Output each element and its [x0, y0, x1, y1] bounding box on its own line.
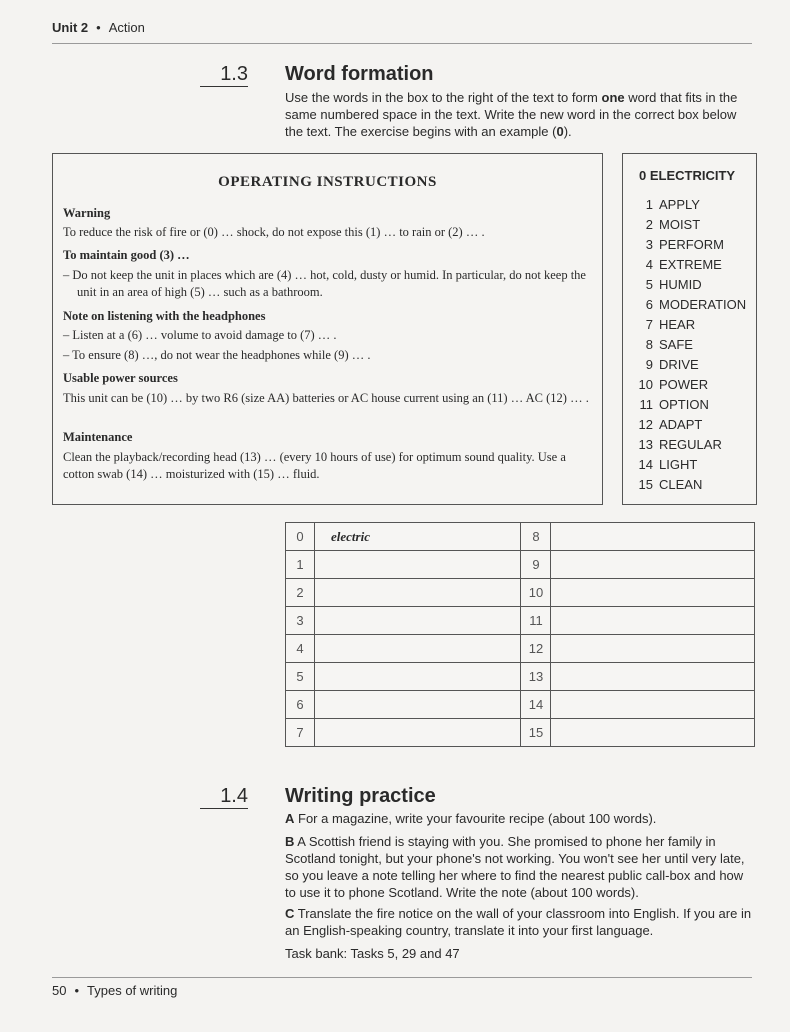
answer-cell[interactable] — [551, 719, 754, 747]
row-number: 12 — [522, 635, 551, 662]
answer-cell[interactable] — [551, 523, 754, 550]
row-number: 3 — [286, 607, 315, 634]
task-text: Translate the fire notice on the wall of your classroom into English. If you are in an English-speaking country, translate it into your first language. — [285, 906, 752, 938]
row-number: 13 — [522, 663, 551, 690]
answer-row — [286, 691, 754, 719]
row-number: 15 — [522, 719, 551, 747]
instr-text-1: Use the words in the box to the right of the text to form — [285, 90, 602, 105]
row-number: 9 — [522, 551, 551, 578]
answer-cell[interactable] — [315, 663, 521, 690]
answer-row — [286, 719, 754, 747]
row-number: 10 — [522, 579, 551, 606]
bullet-maintain: – Do not keep the unit in places which are (4) … hot, cold, dusty or humid. In particular, do not keep the unit in an area of high (5) … such as a bathroom. — [63, 268, 586, 299]
unit-label: Unit 2 — [52, 20, 89, 35]
word-item: 1 APPLY — [645, 197, 700, 212]
heading-maintenance: Maintenance — [63, 430, 133, 444]
row-number: 1 — [286, 551, 315, 578]
answer-row — [286, 551, 754, 579]
answer-cell[interactable] — [551, 579, 754, 606]
heading-warning: Warning — [63, 206, 111, 220]
word-item: 6 MODERATION — [645, 297, 747, 312]
answer-cell[interactable] — [315, 635, 521, 662]
bullet-headphones-1: – Listen at a (6) … volume to avoid damage to (7) … . — [63, 328, 337, 342]
answer-cell[interactable]: electric — [315, 523, 521, 550]
row-number: 7 — [286, 719, 315, 747]
task-label: A — [285, 811, 295, 826]
task-c — [285, 905, 755, 939]
answer-row — [286, 635, 754, 663]
word-item: 10 POWER — [638, 377, 709, 392]
task-a — [285, 810, 755, 827]
word-item: 14 LIGHT — [638, 457, 698, 472]
answer-cell[interactable] — [315, 719, 521, 747]
answer-cell[interactable] — [315, 551, 521, 578]
instr-bold-zero: 0 — [556, 124, 564, 139]
row-number: 14 — [522, 691, 551, 718]
task-text: A Scottish friend is staying with you. She promised to phone her family in Scotland tonight, but your phone's not working. You won't see her until very late, so you leave a note telling her where to find the nearest public call-box and how to use it to phone Scotland. Write the note (about 100 words). — [285, 834, 745, 900]
paragraph-maintenance: Clean the playback/recording head (13) … (every 10 hours of use) for optimum sound quality. Use a cotton swab (14) … moisturized with (15) … fluid. — [63, 450, 566, 481]
answer-row — [286, 579, 754, 607]
instr-text-3: ). — [563, 124, 572, 139]
footer-title: Types of writing — [87, 983, 178, 998]
row-number: 2 — [286, 579, 315, 606]
answer-cell[interactable] — [551, 635, 754, 662]
answer-cell[interactable] — [551, 607, 754, 634]
word-item: 9 DRIVE — [645, 357, 699, 372]
word-item: 12 ADAPT — [638, 417, 703, 432]
running-header — [52, 20, 145, 35]
paragraph-warning: To reduce the risk of fire or (0) … shock, do not expose this (1) … to rain or (2) … . — [63, 225, 485, 239]
row-number: 5 — [286, 663, 315, 690]
heading-power: Usable power sources — [63, 371, 178, 385]
bullet-separator: • — [96, 20, 101, 35]
paragraph-power: This unit can be (10) … by two R6 (size AA) batteries or AC house current using an (11) … AC (12) … . — [63, 391, 589, 405]
row-number: 0 — [286, 523, 315, 550]
section-number-1-3: 1.3 — [220, 63, 248, 85]
section-instructions — [285, 89, 755, 140]
word-item: 15 CLEAN — [638, 477, 703, 492]
word-item: 2 MOIST — [645, 217, 701, 232]
heading-headphones: Note on listening with the headphones — [63, 309, 266, 323]
word-item: 7 HEAR — [645, 317, 696, 332]
footer-rule — [52, 977, 752, 978]
section-number-1-4: 1.4 — [220, 785, 248, 807]
answer-cell[interactable] — [315, 691, 521, 718]
word-list — [623, 195, 758, 495]
section-title-writing-practice: Writing practice — [285, 785, 436, 807]
task-bank: Task bank: Tasks 5, 29 and 47 — [285, 946, 460, 961]
word-box-example: 0 ELECTRICITY — [639, 168, 736, 183]
word-item: 4 EXTREME — [645, 257, 722, 272]
word-item: 8 SAFE — [645, 337, 693, 352]
word-item: 3 PERFORM — [645, 237, 724, 252]
header-rule — [52, 43, 752, 44]
word-item: 5 HUMID — [645, 277, 702, 292]
word-item: 13 REGULAR — [638, 437, 722, 452]
box-title: OPERATING INSTRUCTIONS — [218, 174, 437, 190]
bullet-separator: • — [74, 983, 80, 998]
answer-cell[interactable] — [315, 579, 521, 606]
section-number-underline — [200, 86, 248, 87]
answer-cell[interactable] — [551, 663, 754, 690]
instr-bold-one: one — [601, 90, 625, 105]
row-number: 11 — [522, 607, 551, 634]
bullet-headphones-2: – To ensure (8) …, do not wear the headphones while (9) … . — [63, 348, 371, 362]
task-label: B — [285, 834, 295, 849]
instr-text-2: word that fits in the same numbered space in the text. Write the new word in the correct box below the text. The exercise begins with an example ( — [285, 90, 738, 139]
section-number-underline — [200, 808, 248, 809]
task-label: C — [285, 906, 295, 921]
task-b — [285, 833, 755, 901]
answer-cell[interactable] — [315, 607, 521, 634]
unit-section: Action — [108, 20, 145, 35]
row-number: 4 — [286, 635, 315, 662]
word-box — [622, 153, 757, 505]
row-number: 8 — [522, 523, 551, 550]
answer-cell[interactable] — [551, 551, 754, 578]
word-item: 11 OPTION — [639, 397, 709, 412]
answer-grid — [285, 522, 755, 747]
answer-row — [286, 607, 754, 635]
operating-instructions-box — [52, 153, 603, 505]
section-title-word-formation: Word formation — [285, 63, 434, 85]
page-footer — [52, 983, 177, 998]
task-text: For a magazine, write your favourite recipe (about 100 words). — [294, 811, 657, 826]
answer-row — [286, 663, 754, 691]
heading-maintain: To maintain good (3) … — [63, 248, 190, 262]
answer-row — [286, 523, 754, 551]
row-number: 6 — [286, 691, 315, 718]
page-number: 50 — [52, 983, 67, 998]
answer-cell[interactable] — [551, 691, 754, 718]
